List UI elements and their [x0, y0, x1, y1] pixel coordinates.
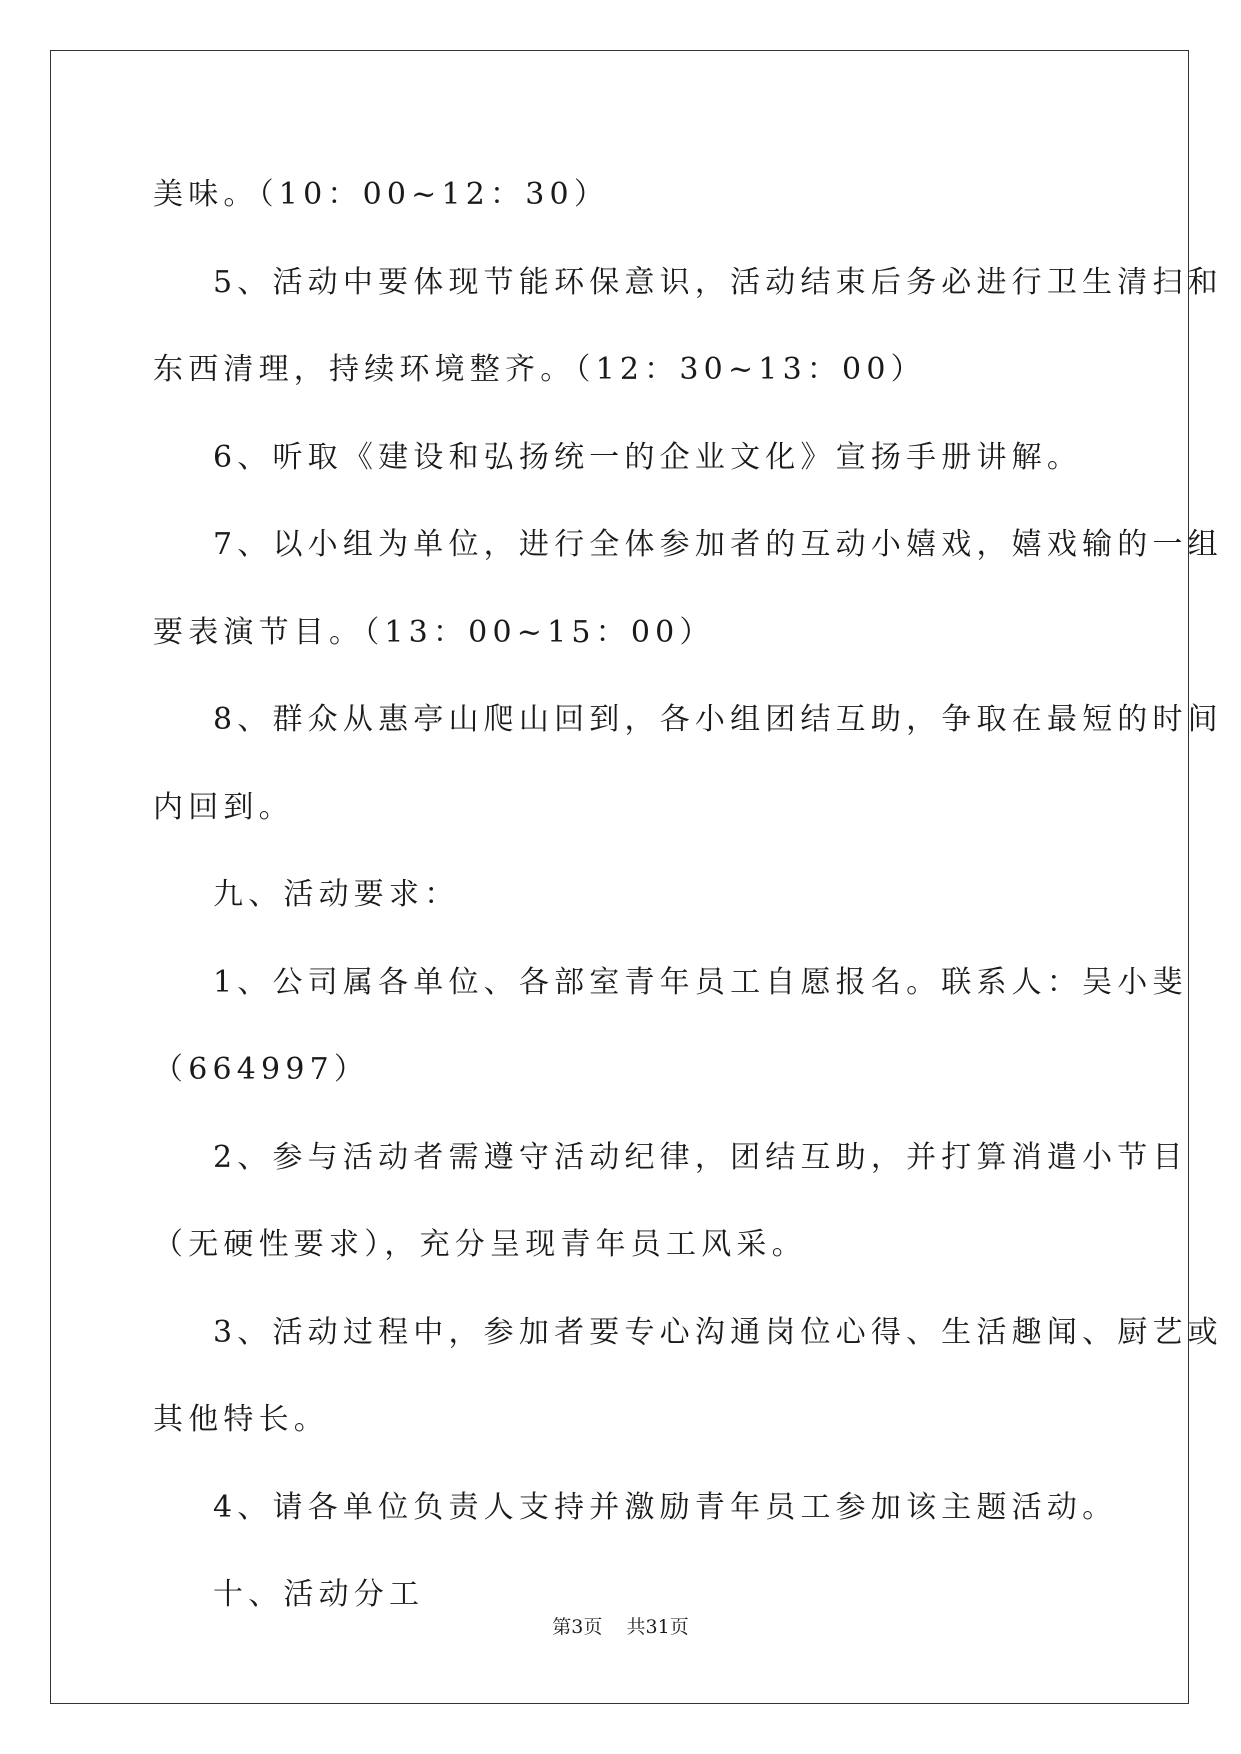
- text-line: 2、参与活动者需遵守活动纪律，团结互助，并打算消遣小节目: [213, 1139, 1188, 1175]
- section-heading: 九、活动要求：: [213, 877, 460, 912]
- text-line: 3、活动过程中，参加者要专心沟通岗位心得、生活趣闻、厨艺或: [213, 1314, 1223, 1350]
- text-line: 内回到。: [153, 789, 294, 825]
- text-line: 6、听取《建设和弘扬统一的企业文化》宣扬手册讲解。: [213, 439, 1083, 475]
- page-footer: [0, 1612, 1241, 1639]
- text-line: 东西清理，持续环境整齐。（12：30~13：00）: [153, 352, 926, 387]
- page-total: 共31页: [626, 1616, 689, 1638]
- text-line: 7、以小组为单位，进行全体参加者的互动小嬉戏，嬉戏输的一组: [213, 527, 1223, 562]
- text-line: 1、公司属各单位、各部室青年员工自愿报名。联系人：吴小斐: [213, 964, 1188, 1000]
- text-line: 要表演节目。（13：00~15：00）: [153, 614, 715, 650]
- text-line: 美味。（10：00~12：30）: [153, 177, 610, 212]
- document-body: [153, 165, 1223, 1653]
- text-line: 5、活动中要体现节能环保意识，活动结束后务必进行卫生清扫和: [213, 264, 1223, 300]
- page-number: 第3页: [552, 1616, 603, 1638]
- section-heading: 十、活动分工: [213, 1577, 425, 1612]
- text-line: （664997）: [153, 1052, 370, 1087]
- text-line: 4、请各单位负责人支持并激励青年员工参加该主题活动。: [213, 1489, 1118, 1525]
- text-line: 8、群众从惠亭山爬山回到，各小组团结互助，争取在最短的时间: [213, 702, 1223, 737]
- text-line: （无硬性要求），充分呈现青年员工风采。: [153, 1227, 807, 1262]
- text-line: 其他特长。: [153, 1402, 329, 1437]
